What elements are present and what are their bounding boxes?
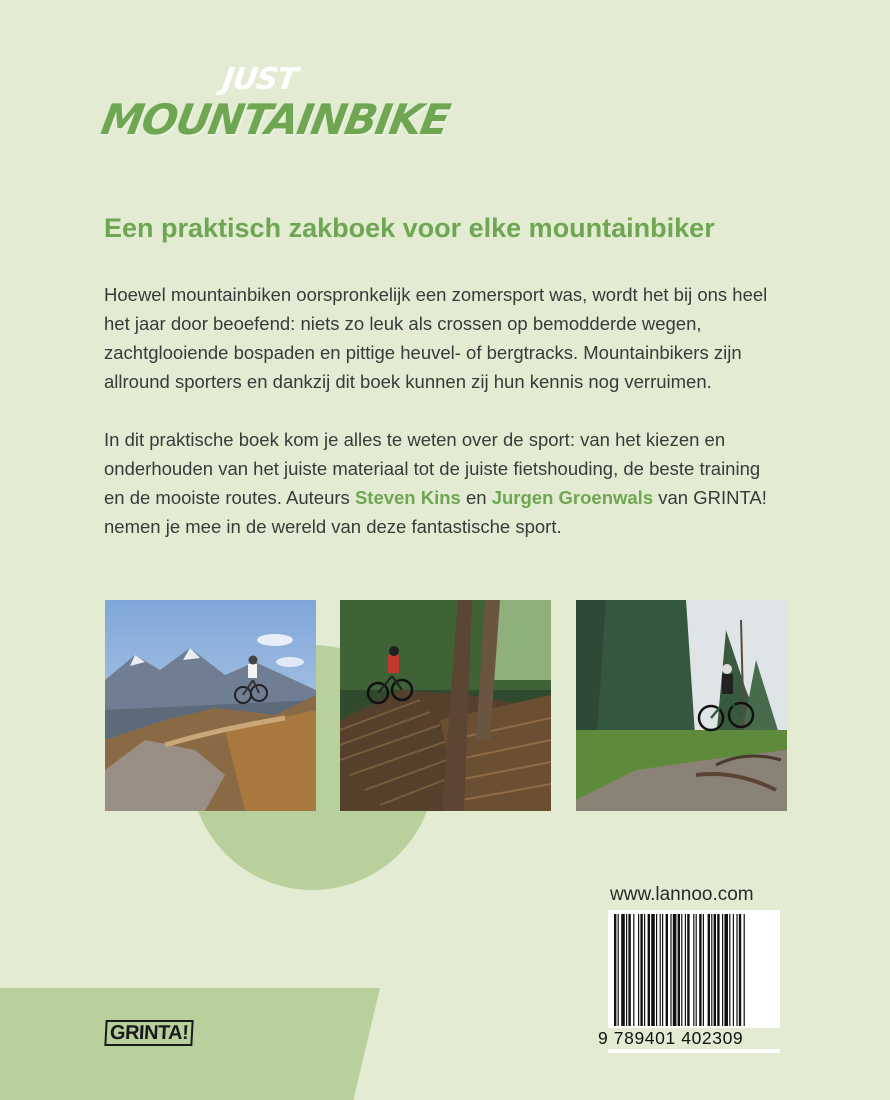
barcode-bar [628,914,630,1026]
barcode-bar [644,914,645,1026]
barcode-bar [739,914,741,1026]
forest-trail-rider-photo [576,600,787,811]
barcode-bar [729,914,730,1026]
grinta-publisher-logo: GRINTA! [104,1020,194,1046]
barcode-bar [662,914,663,1026]
barcode-bar [656,914,657,1026]
barcode-bar [678,914,680,1026]
isbn-number: 9 789401 402309 [598,1028,784,1049]
author-steven-kins: Steven Kins [354,487,461,508]
barcode-bar [693,914,694,1026]
just-mountainbike-logo [97,62,453,157]
barcode-bar [618,914,619,1026]
barcode-bar [614,914,616,1026]
authors-paragraph [104,425,784,541]
mountain-ridge-rider-photo [105,600,316,811]
barcode-bar [711,914,712,1026]
barcode-bar [638,914,639,1026]
barcode-bar [696,914,697,1026]
barcode-bar [717,914,719,1026]
barcode-bar [708,914,710,1026]
barcode-bar [670,914,671,1026]
authors-text-before: In dit praktische boek kom je alles te weten over de sport: van het kiezen en onderhouden van het juiste materiaal tot de juiste fietshouding, de beste training en de mooiste routes. Auteurs [104,429,761,508]
barcode-bar [648,914,650,1026]
barcode-bar [666,914,668,1026]
barcode-bar [640,914,642,1026]
barcode-bar [744,914,745,1026]
barcode-bar [714,914,716,1026]
barcode-bar [621,914,625,1026]
barcode-bar [722,914,723,1026]
barcode-bar [733,914,734,1026]
logo-mountainbike-word: MOUNTAINBIKE [97,95,453,144]
barcode-bar [681,914,682,1026]
authors-text-after: van GRINTA! nemen je mee in de wereld van deze fantastische sport. [104,487,767,537]
barcode-bar [651,914,655,1026]
barcode-bar [673,914,677,1026]
barcode-bar [724,914,728,1026]
barcode-bar [626,914,627,1026]
barcode-bar [685,914,686,1026]
author-jurgen-groenwals: Jurgen Groenwals [491,487,654,508]
barcode-bar [699,914,701,1026]
headline: Een praktisch zakboek voor elke mountainbiker [104,213,715,243]
intro-paragraph: Hoewel mountainbiken oorspronkelijk een zomersport was, wordt het bij ons heel het jaar door beoefend: niets zo leuk als crossen op bemodderde wegen, zachtglooiende bospaden en pittige heuvel- of bergtracks. Mountainbikers zijn allround sporters en dankzij dit boek kunnen zij hun kennis nog verruimen. [104,284,768,392]
barcode-bar [703,914,704,1026]
barcode-bar [736,914,737,1026]
barcode-bar [633,914,634,1026]
authors-connector: en [460,487,492,508]
logo-just-word: JUST [220,62,300,97]
barcode-bar [687,914,689,1026]
wooden-berm-forest-rider-photo [340,600,551,811]
barcode-bar [660,914,661,1026]
publisher-website: www.lannoo.com [610,884,754,905]
